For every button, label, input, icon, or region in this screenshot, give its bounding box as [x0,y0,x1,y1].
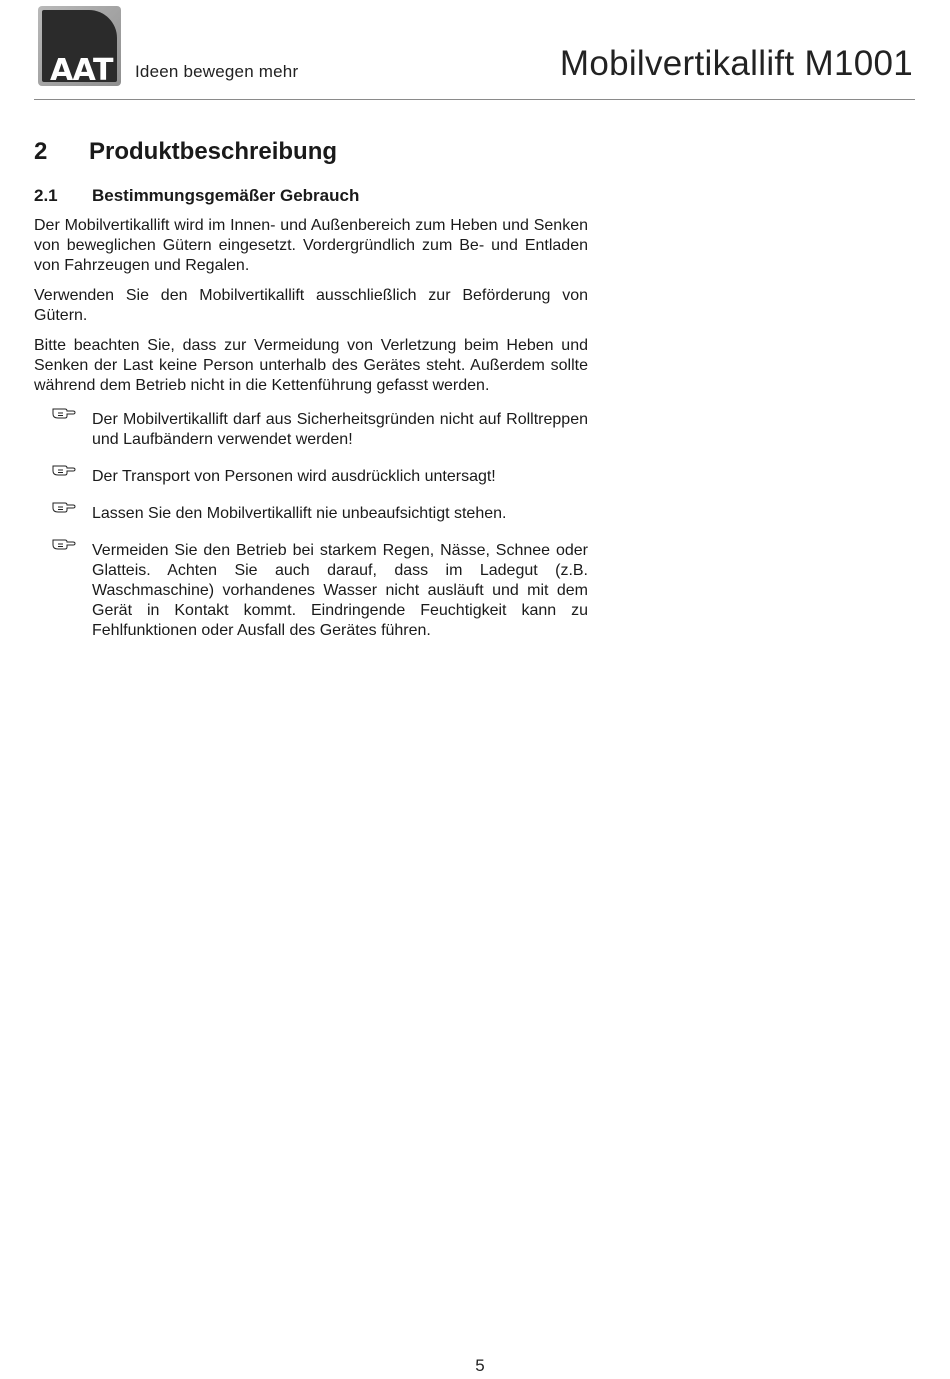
safety-notes-list [34,410,588,658]
note-text: Der Transport von Personen wird ausdrücklich untersagt! [92,468,496,485]
note-text: Der Mobilvertikallift darf aus Sicherheitsgründen nicht auf Rolltreppen und Laufbändern verwendet werden! [92,411,588,448]
subsection-title: Bestimmungsgemäßer Gebrauch [92,186,360,205]
safety-note [34,467,588,487]
tagline: Ideen bewegen mehr [135,62,299,81]
subsection-number: 2.1 [34,186,58,205]
aat-logo [38,6,121,86]
note-text: Lassen Sie den Mobilvertikallift nie unbeaufsichtigt stehen. [92,505,507,522]
section-title: Produktbeschreibung [89,138,338,165]
pointing-hand-icon [52,500,76,514]
document-title: Mobilvertikallift M1001 [559,44,913,83]
pointing-hand-icon [52,463,76,477]
paragraph: Bitte beachten Sie, dass zur Vermeidung von Verletzung beim Heben und Senken der Last keine Person unterhalb des Gerätes steht. Außerdem sollte während dem Betrieb nicht in die Kettenführung gefasst werden. [34,337,588,394]
pointing-hand-icon [52,537,76,551]
header-divider [34,99,915,100]
safety-note [34,541,588,641]
safety-note [34,410,588,450]
note-text: Vermeiden Sie den Betrieb bei starkem Regen, Nässe, Schnee oder Glatteis. Achten Sie auch darauf, dass im Ladegut (z.B. Waschmaschine) vorhandenes Wasser nicht ausläuft und mit dem Gerät in Kontakt kommt. Eindringende Feuchtigkeit kann zu Fehlfunktionen oder Ausfall des Gerätes führen. [92,542,588,639]
safety-note [34,504,588,524]
body-text [34,216,588,406]
section-heading [34,138,337,166]
page-number: 5 [475,1356,485,1375]
subsection-heading [34,186,359,206]
page-header [0,0,950,102]
paragraph: Verwenden Sie den Mobilvertikallift ausschließlich zur Beförderung von Gütern. [34,287,588,324]
section-number: 2 [34,138,48,165]
logo-text: AAT [49,53,114,88]
pointing-hand-icon [52,406,76,420]
paragraph: Der Mobilvertikallift wird im Innen- und Außenbereich zum Heben und Senken von beweglichen Gütern eingesetzt. Vordergründlich zum Be- und Entladen von Fahrzeugen und Regalen. [34,217,588,274]
